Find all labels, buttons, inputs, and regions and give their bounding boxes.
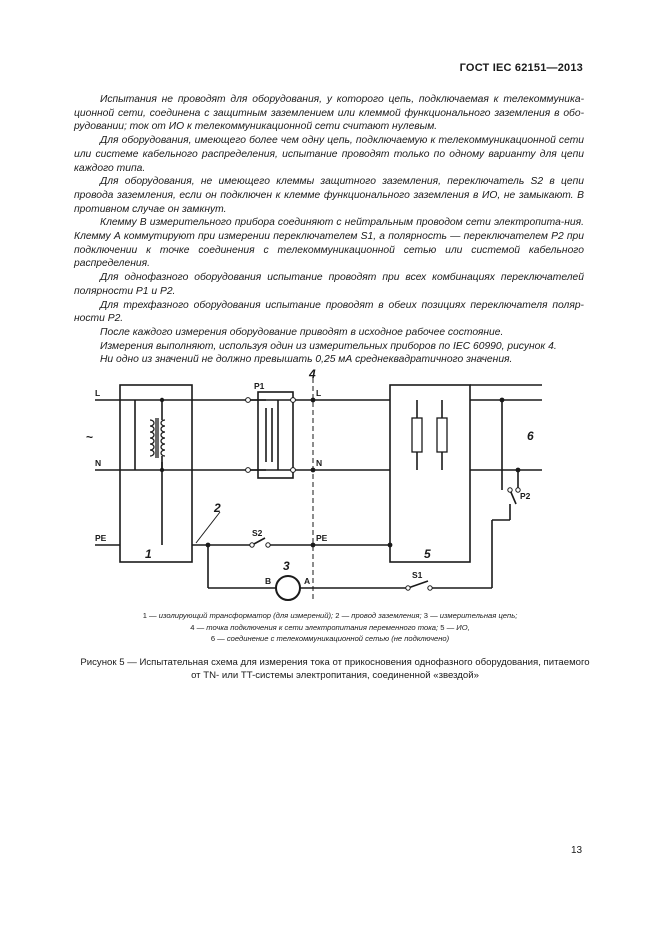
paragraph: После каждого измерения оборудование приводят в исходное рабочее состояние. xyxy=(100,326,504,338)
label-S1: S1 xyxy=(412,570,423,580)
label-L-mid: L xyxy=(316,388,322,398)
label-tilde: ~ xyxy=(86,430,94,444)
label-S2: S2 xyxy=(252,528,263,538)
label-PE-mid: PE xyxy=(316,533,328,543)
s1-switch xyxy=(408,581,428,588)
label-B: B xyxy=(265,576,272,586)
label-P2: P2 xyxy=(520,491,531,501)
label-P1: P1 xyxy=(254,381,265,391)
label-2: 2 xyxy=(214,501,221,515)
figure-legend: 1 — изолирующий трансформатор (для измерений); 2 — провод заземления; 3 — измерительная цепь; 4 — точка подключения к сети электропитания переменного тока; 5 — ИО, 6 — соединение с телекоммуникационной сетью (не подключено) xyxy=(142,611,518,643)
transformer-coil xyxy=(150,418,165,458)
label-PE: PE xyxy=(95,533,107,543)
test-circuit-diagram xyxy=(0,360,661,610)
label-L: L xyxy=(95,388,101,398)
caption-line-2: от TN- или TT-системы электропитания, соединенной «звездой» xyxy=(191,670,479,681)
p1-switch-box xyxy=(258,392,293,478)
resistor-1 xyxy=(412,418,422,452)
label-A: A xyxy=(304,576,311,586)
transformer-box xyxy=(120,385,192,562)
paragraph: Для трехфазного оборудования испытание проводят в обеих позициях переключателя поляр-ности Р2. xyxy=(74,299,584,325)
paragraph: Для однофазного оборудования испытание проводят при всех комбинациях переключателей полярности Р1 и Р2. xyxy=(74,272,584,297)
label-N-mid: N xyxy=(316,458,323,468)
figure-caption xyxy=(40,656,630,682)
page-number: 13 xyxy=(571,845,583,856)
paragraph: Для оборудования, имеющего более чем одну цепь, подключаемую к телекоммуникационной сети или системе кабельного распределения, испытание проводят только по одному варианту для цепи каждого типа. xyxy=(74,135,584,174)
label-1: 1 xyxy=(145,547,152,561)
label-3: 3 xyxy=(283,559,290,573)
label-6: 6 xyxy=(527,429,534,443)
label-4: 4 xyxy=(309,367,316,381)
paragraph: Испытания не проводят для оборудования, у которого цепь, подключаемая к телекоммуника-ционной сети, соединена с защитным заземлением или клеммой функционального заземления в обо-рудовании; ток от ИО к телекоммуникационной сети считают нулевым. xyxy=(74,94,584,133)
equipment-box xyxy=(390,385,470,562)
document-header: ГОСТ IEC 62151—2013 xyxy=(459,62,583,74)
caption-line-1: Рисунок 5 — Испытательная схема для измерения тока от прикосновения однофазного оборудования, питаемого xyxy=(80,657,590,668)
measuring-instrument xyxy=(276,576,300,600)
paragraph: Ни одно из значений не должно превышать 0,25 мА среднеквадратичного значения. xyxy=(100,354,513,366)
paragraph: Измерения выполняют, используя один из измерительных приборов по IEC 60990, рисунок 4. xyxy=(100,340,557,352)
body-text xyxy=(74,93,584,367)
label-5: 5 xyxy=(424,547,431,561)
resistor-2 xyxy=(437,418,447,452)
paragraph: Для оборудования, не имеющего клеммы защитного заземления, переключатель S2 в цепи провода заземления, если он подключен к клемме функционального заземления в ИО, не замыкают. В противном случае он замкнут. xyxy=(74,176,584,215)
label-N: N xyxy=(95,458,102,468)
paragraph: Клемму В измерительного прибора соединяют с нейтральным проводом сети электропита-ния. Клемму А коммутируют при измерении переключателем S1, а полярность — переключателем Р2 при подключении к точке соединения с телекоммуникационной сетью или системой кабельного распределения. xyxy=(74,217,584,270)
